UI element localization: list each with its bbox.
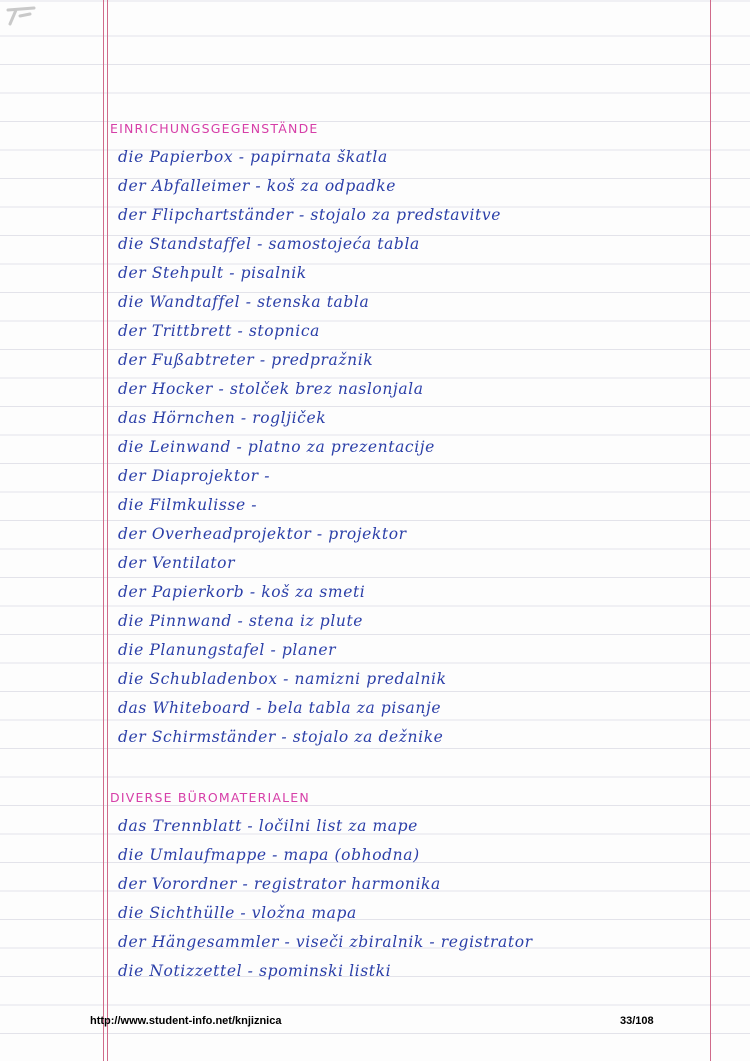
vocab-entry: der Overheadprojektor - projektor xyxy=(118,525,407,543)
right-margin-line xyxy=(710,0,711,1061)
vocab-entry: der Trittbrett - stopnica xyxy=(118,322,320,340)
footer-url[interactable]: http://www.student-info.net/knjiznica xyxy=(90,1015,282,1027)
section-heading-office-supplies: DIVERSE BÜROMATERIALEN xyxy=(110,790,310,805)
vocab-entry: die Sichthülle - vložna mapa xyxy=(118,904,357,922)
vocab-entry: die Schubladenbox - namizni predalnik xyxy=(118,670,447,688)
vocab-entry: der Flipchartständer - stojalo za predstavitve xyxy=(118,206,502,224)
vocab-entry: die Wandtaffel - stenska tabla xyxy=(118,293,370,311)
vocab-entry: der Diaprojektor - xyxy=(118,467,271,485)
vocab-entry: der Abfalleimer - koš za odpadke xyxy=(118,177,396,195)
vocab-entry: der Papierkorb - koš za smeti xyxy=(118,583,366,601)
page-number: 33/108 xyxy=(620,1015,654,1027)
left-margin-line-inner xyxy=(107,0,108,1061)
vocab-entry: die Planungstafel - planer xyxy=(118,641,337,659)
vocab-entry: der Stehpult - pisalnik xyxy=(118,264,307,282)
section-heading-furnishings: EINRICHUNGSGEGENSTÄNDE xyxy=(110,121,319,136)
vocab-entry: der Schirmständer - stojalo za dežnike xyxy=(118,728,444,746)
vocab-entry: die Standstaffel - samostojeća tabla xyxy=(118,235,420,253)
vocab-entry: der Vorordner - registrator harmonika xyxy=(118,875,441,893)
vocab-entry: der Fußabtreter - predpražnik xyxy=(118,351,374,369)
vocab-entry: die Leinwand - platno za prezentacije xyxy=(118,438,435,456)
vocab-entry: die Umlaufmappe - mapa (obhodna) xyxy=(118,846,420,864)
vocab-entry: das Trennblatt - ločilni list za mape xyxy=(118,817,418,835)
vocab-entry: die Filmkulisse - xyxy=(118,496,258,514)
handwritten-notes xyxy=(110,114,710,986)
vocab-entry: die Papierbox - papirnata škatla xyxy=(118,148,388,166)
vocab-entry: die Notizzettel - spominski listki xyxy=(118,962,392,980)
pencil-scribble-icon xyxy=(4,2,40,28)
vocab-entry: die Pinnwand - stena iz plute xyxy=(118,612,364,630)
vocab-entry: das Whiteboard - bela tabla za pisanje xyxy=(118,699,442,717)
vocab-entry: der Hängesammler - viseči zbiralnik - registrator xyxy=(118,933,533,951)
vocab-entry: der Ventilator xyxy=(118,554,236,572)
vocab-entry: das Hörnchen - rogljiček xyxy=(118,409,327,427)
vocab-entry: der Hocker - stolček brez naslonjala xyxy=(118,380,424,398)
left-margin-line xyxy=(103,0,104,1061)
